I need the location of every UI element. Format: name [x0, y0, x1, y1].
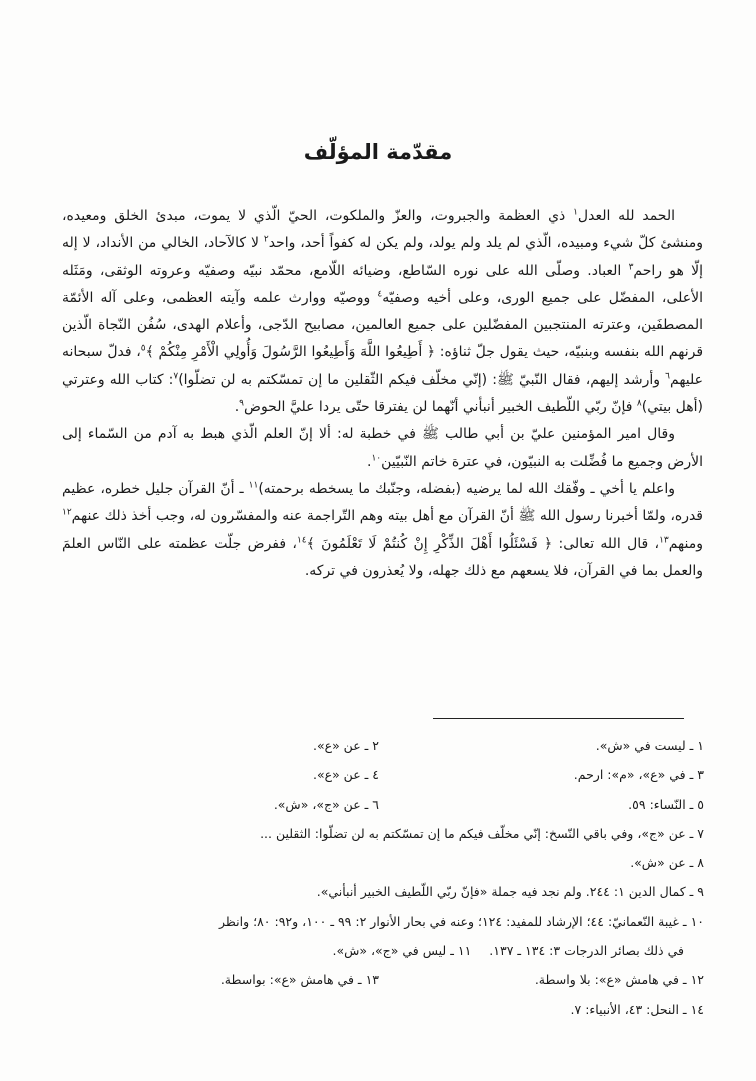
paragraph-text: واعلم يا أخي ـ وفّقك الله لما يرضيه (بفضله، وجنّبك ما يسخطه برحمته): [258, 480, 675, 497]
paragraph-text: .: [234, 399, 240, 416]
footnote: ٣ ـ في «ع»، «م»: ارحم.: [573, 767, 704, 783]
paragraph-text: العباد. وصلّى الله على نوره السّاطع، وضيائه اللّامع، محمّد نبيّه وصفيّه وعروته الوثقى، ومَثَله الأعلى، المفضّل على جميع الورى، وعلى أخيه وصفيّه: [62, 262, 703, 306]
footnote: ٧ ـ عن «ج»، وفي باقي النّسخ: إنّي مخلّف فيكم ما إن تمسّكتم به لن تضلّوا: الثقلين ...: [260, 825, 704, 841]
footnote: ١١ ـ ليس في «ج»، «ش».: [332, 943, 472, 959]
footnote: ٦ ـ عن «ج»، «ش».: [273, 796, 379, 812]
footnotes: [54, 731, 704, 1024]
paragraph: [62, 421, 703, 476]
footnote-marker: ١٤: [296, 534, 307, 545]
paragraph-text: ذي العظمة والجبروت، والعزّ والملكوت، الحيّ الّذي لا يموت، مبدئ الخلق ومعيده، ومنشئ كلّ شيء ومبيده، الّذي لم يلد ولم يولد، ولم يكن له كفواً أحد، واحد: [62, 208, 703, 252]
footnote-divider: [433, 718, 684, 719]
footnote: ٥ ـ النّساء: ٥٩.: [628, 796, 704, 812]
footnote: ٤ ـ عن «ع».: [312, 767, 379, 783]
paragraph: [62, 476, 703, 585]
footnote-marker: ٧: [173, 371, 179, 382]
paragraph-text: ـ أنّ القرآن جليل خطره، عظيم قدره، ولمّا أخبرنا رسول الله ﷺ أنّ القرآن مع أهل بيته وهم التّراجمة عنه والمفسّرون له، وجب أخذ ذلك عنهم: [62, 480, 703, 525]
footnote-row: [54, 790, 704, 819]
footnote: ١٠ ـ غيبة النّعمانيّ: ٤٤؛ الإرشاد للمفيد: ١٢٤؛ وعنه في بحار الأنوار ٢: ٩٩ ـ ١٠٠، و٩٢: ٨٠؛ وانظر: [219, 913, 704, 929]
paragraph-text: ومنهم: [668, 535, 703, 552]
paragraph-text: ووصيّه ووارث علمه وآيته العظمى، وعلى آله الأئمّة المصطفَين، وعترته المنتجبين المفضّلين على جميع العالمين، مصابيح الدّجى، وأعلام الهدى، سُفُن النّجاة الّذين قرنهم الله بنفسه وبنبيّه، حيث يقول جلّ ثناؤه: ﴿ أَطِيعُوا اللَّهَ وَأَطِيعُوا الرَّسُولَ وَأُولِي الْأَمْرِ مِنْكُمْ ﴾: [62, 289, 704, 361]
paragraph-text: : كتاب الله وعترتي (أهل بيتي): [62, 371, 703, 416]
paragraph-text: ، قال الله تعالى: ﴿ فَسْئَلُوا أَهْلَ الذِّكْرِ إِنْ كُنتُمْ لَا تَعْلَمُونَ ﴾: [306, 535, 660, 552]
footnote: ١٢ ـ في هامش «ع»: بلا واسطة.: [534, 972, 704, 988]
paragraph-text: فإنّ ربّي اللّطيف الخبير أنبأني أنّهما لن يفترقا حتّى يردا عليَّ الحوض: [244, 399, 637, 416]
footnote-continuation: [54, 936, 704, 965]
paragraph-text: الحمد لله العدل: [577, 208, 675, 224]
paragraph: [62, 203, 703, 421]
footnote-marker: ٦: [665, 371, 671, 382]
footnote-marker: ٣: [628, 261, 634, 272]
paragraph-text: .: [366, 453, 372, 470]
paragraph-text: ، فدلّ سبحانه عليهم: [62, 344, 703, 388]
footnote: ١٣ ـ في هامش «ع»: بواسطة.: [220, 972, 379, 988]
footnote-row: [54, 965, 704, 994]
footnote-marker: ١٠: [371, 453, 382, 464]
footnote: ١٤ ـ النحل: ٤٣، الأنبياء: ٧.: [570, 1001, 704, 1017]
paragraph-text: لا كالآحاد، الخالي من الأنداد، لا إله إلّا هو راحم: [62, 235, 703, 279]
footnote-marker: ١١: [248, 480, 259, 491]
footnote: ٨ ـ عن «ش».: [630, 855, 704, 871]
page-title: مقدّمة المؤلّف: [303, 140, 453, 164]
footnote: ٢ ـ عن «ع».: [312, 738, 379, 753]
footnote-marker: ١٣: [659, 534, 669, 545]
footnote-marker: ١٢: [62, 507, 72, 518]
footnote: في ذلك بصائر الدرجات ٣: ١٣٤ ـ ١٣٧.: [489, 943, 684, 959]
paragraph-text: وقال امير المؤمنين عليّ بن أبي طالب ﷺ في خطبة له: ألا إنّ العلم الّذي هبط به آدم من السّماء إلى الأرض وجميع ما فُضِّلت به النبيّون، في عترة خاتم النّبيّين: [62, 426, 703, 470]
footnote-marker: ٩: [239, 398, 245, 409]
footnote-marker: ٤: [377, 289, 383, 300]
footnote-marker: ٨: [636, 398, 642, 409]
footnote: ٩ ـ كمال الدين ١: ٢٤٤. ولم نجد فيه جملة «فإنّ ربّي اللّطيف الخبير أنبأني».: [316, 884, 704, 900]
footnote: ١ ـ ليست في «ش».: [595, 738, 704, 753]
footnote-row: [54, 760, 704, 789]
body-text: [62, 203, 703, 585]
paragraph-text: ، ففرض جلّت عظمته على النّاس العلمَ والعمل بما في القرآن، فلا يسعهم مع ذلك جهله، ولا يُعذرون في تركه.: [62, 535, 703, 579]
paragraph-text: وأرشد إليهم، فقال النّبيّ ﷺ: (إنّي مخلّف فيكم الثّقلين ما إن تمسّكتم به لن تضلّوا): [178, 371, 666, 388]
footnote-row: [54, 731, 704, 760]
footnote-marker: ١: [573, 207, 578, 218]
footnote-marker: ٥: [140, 343, 146, 354]
footnote-marker: ٢: [263, 234, 269, 245]
